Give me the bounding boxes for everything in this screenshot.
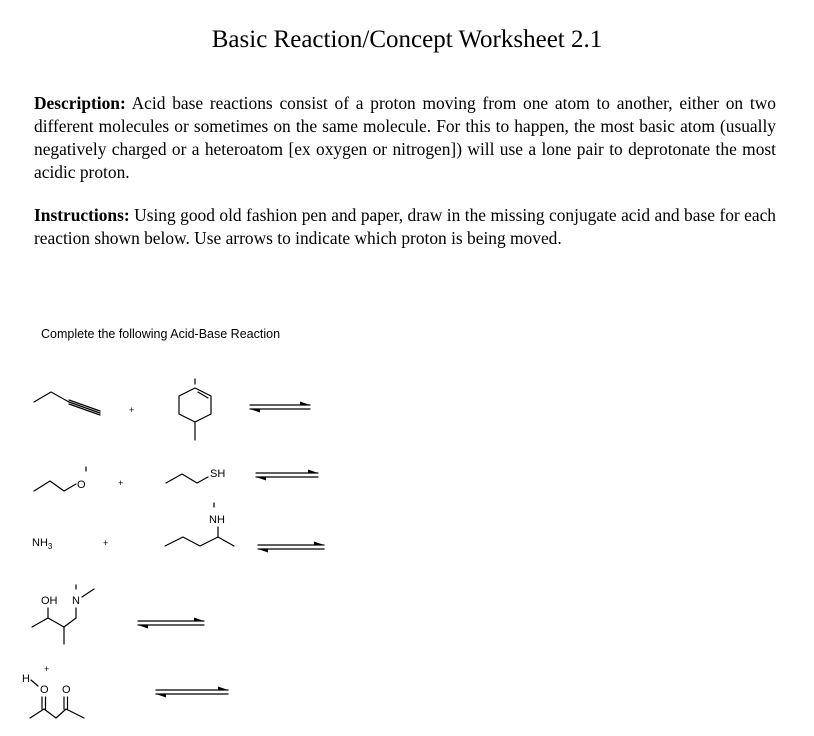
page-title: Basic Reaction/Concept Worksheet 2.1 xyxy=(211,26,603,53)
positive-charge-label: + xyxy=(44,664,50,674)
reaction-4 xyxy=(32,585,204,644)
amide-anion-molecule xyxy=(165,503,234,546)
carbonyl-oxygen-label: O xyxy=(62,684,71,696)
thiol-molecule xyxy=(166,468,225,483)
description-label: Description: xyxy=(34,93,126,113)
equilibrium-arrow xyxy=(256,470,318,481)
thiol-label: SH xyxy=(210,468,226,480)
equilibrium-arrow xyxy=(258,542,324,553)
equilibrium-arrow xyxy=(156,687,228,698)
hydrogen-label: H xyxy=(22,673,30,685)
cyclohexene-anion-molecule xyxy=(179,379,211,440)
reaction-5 xyxy=(22,664,228,718)
description-text: Acid base reactions consist of a proton moving from one atom to another, either on two different molecules or sometimes on the same molecule. For this to happen, the most basic atom (usually negatively charged or a heteroatom [ex oxygen or nitrogen]) will use a lone pair to deprotonate the most acidic proton. xyxy=(34,93,776,182)
protonated-diketone-molecule xyxy=(22,664,84,718)
instructions-label: Instructions: xyxy=(34,205,130,225)
amino-alcohol-molecule xyxy=(32,585,94,644)
reaction-1 xyxy=(34,379,310,440)
equilibrium-arrow xyxy=(138,618,204,629)
oxonium-label: O xyxy=(40,684,49,696)
ammonia-label: $NH_3$ xyxy=(32,537,53,551)
oxygen-label: O xyxy=(77,479,86,491)
amine-label: NH xyxy=(209,514,225,526)
alkoxide-molecule xyxy=(34,467,86,491)
hydroxyl-label: OH xyxy=(41,595,58,607)
section-subtitle: Complete the following Acid-Base Reaction xyxy=(41,327,281,341)
reaction-3 xyxy=(32,503,324,553)
alkyne-molecule xyxy=(34,392,100,415)
reaction-2 xyxy=(34,467,318,491)
equilibrium-arrow xyxy=(250,402,310,413)
nitrogen-label: N xyxy=(72,595,80,607)
plus-sign: + xyxy=(129,405,135,415)
instructions-text: Using good old fashion pen and paper, draw in the missing conjugate acid and base for each reaction shown below. Use arrows to indicate which proton is being moved. xyxy=(34,205,776,248)
plus-sign: + xyxy=(118,478,124,488)
plus-sign: + xyxy=(103,538,109,548)
